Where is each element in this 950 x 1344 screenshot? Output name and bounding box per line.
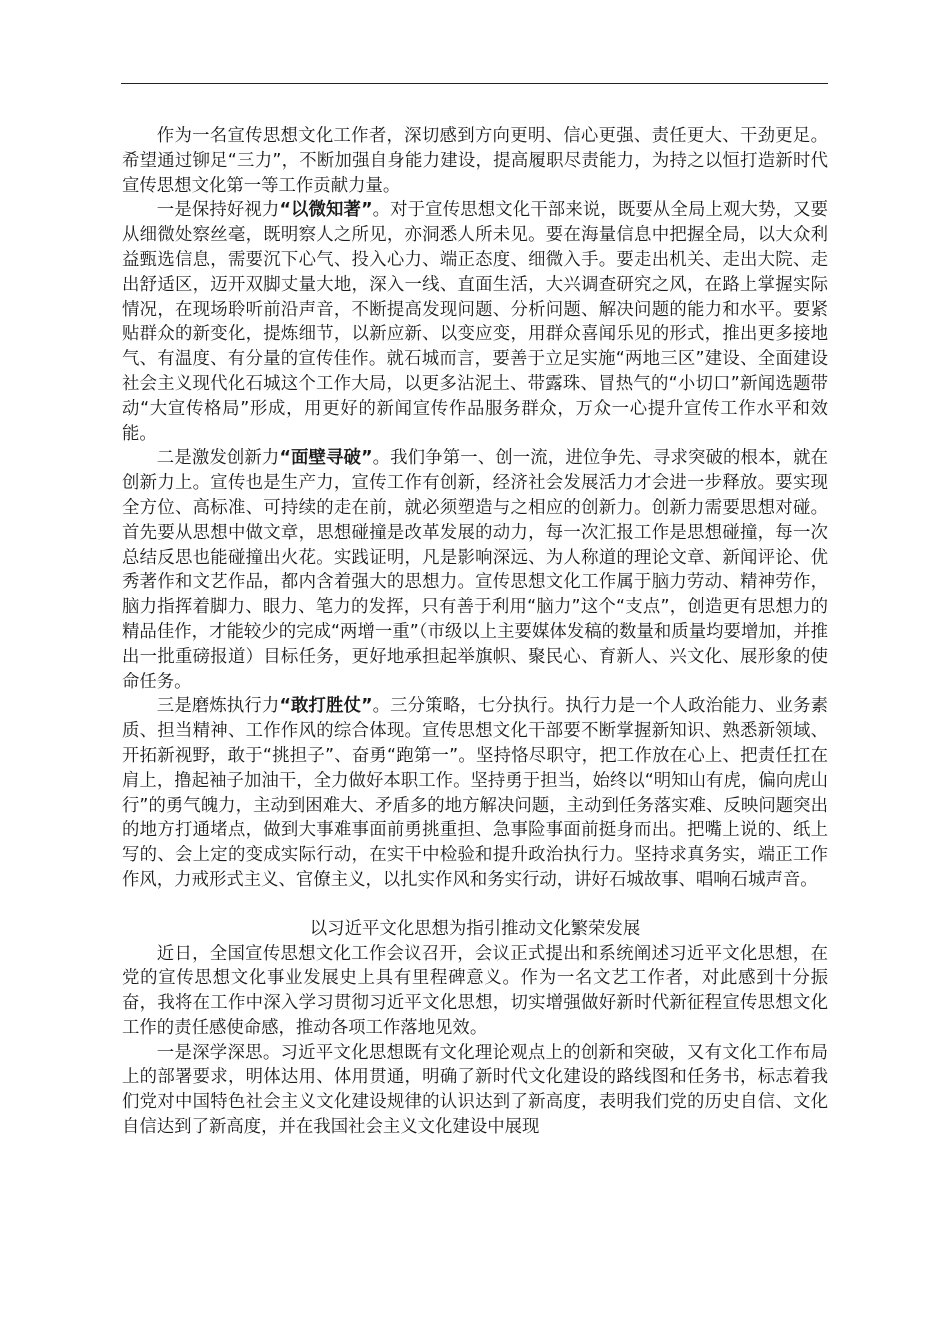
point1-lead: 一是保持好视力	[156, 200, 280, 221]
point1-body: 。对于宣传思想文化干部来说，既要从全局上观大势，又要从细微处察丝毫，既明察人之所见，亦洞悉人所未见。要在海量信息中把握全局，以大众利益甄选信息，需要沉下心气、投入心力、端正态度、细微入手。要走出机关、走出大院、走出舒适区，迈开双脚丈量大地，深入一线、直面生活，大兴调查研究之风，在路上掌握实际情况，在现场聆听前沿声音，不断提高发现问题、分析问题、解决问题的能力和水平。要紧贴群众的新变化，提炼细节，以新应新、以变应变，用群众喜闻乐见的形式，推出更多接地气、有温度、有分量的宣传佳作。就石城而言，要善于立足实施“两地三区”建设、全面建设社会主义现代化石城这个工作大局，以更多沾泥土、带露珠、冒热气的“小切口”新闻选题带动“大宣传格局”形成，用更好的新闻宣传作品服务群众，万众一心提升宣传工作水平和效能。	[122, 200, 828, 444]
section1-point2-paragraph	[122, 446, 828, 694]
section2-point1-paragraph: 一是深学深思。习近平文化思想既有文化理论观点上的创新和突破，又有文化工作布局上的部署要求，明体达用、体用贯通，明确了新时代文化建设的路线图和任务书，标志着我们党对中国特色社会主义文化建设规律的认识达到了新高度，表明我们党的历史自信、文化自信达到了新高度，并在我国社会主义文化建设中展现	[122, 1042, 828, 1138]
section2-intro-paragraph: 近日，全国宣传思想文化工作会议召开，会议正式提出和系统阐述习近平文化思想，在党的宣传思想文化事业发展史上具有里程碑意义。作为一名文艺工作者，对此感到十分振奋，我将在工作中深入学习贯彻习近平文化思想，切实增强做好新时代新征程宣传思想文化工作的责任感使命感，推动各项工作落地见效。	[122, 943, 828, 1038]
point2-title: “面壁寻破”	[279, 448, 373, 469]
section1-point1-paragraph	[122, 198, 828, 446]
document-body	[122, 124, 828, 1140]
section1-intro-paragraph: 作为一名宣传思想文化工作者，深切感到方向更明、信心更强、责任更大、干劲更足。希望通过铆足“三力”，不断加强自身能力建设，提高履职尽责能力，为持之以恒打造新时代宣传思想文化第一等工作贡献力量。	[122, 126, 828, 196]
point3-body: 。三分策略，七分执行。执行力是一个人政治能力、业务素质、担当精神、工作作风的综合体现。宣传思想文化干部要不断掌握新知识、熟悉新领域、开拓新视野，敢于“挑担子”、奋勇“跑第一”。坚持恪尽职守，把工作放在心上、把责任扛在肩上，撸起袖子加油干，全力做好本职工作。坚持勇于担当，始终以“明知山有虎，偏向虎山行”的勇气魄力，主动到困难大、矛盾多的地方解决问题，主动到任务落实难、反映问题突出的地方打通堵点，做到大事难事面前勇挑重担、急事险事面前挺身而出。把嘴上说的、纸上写的、会上定的变成实际行动，在实干中检验和提升政治执行力。坚持求真务实，端正工作作风，力戒形式主义、官僚主义，以扎实作风和务实行动，讲好石城故事、唱响石城声音。	[122, 696, 828, 890]
point2-lead: 二是激发创新力	[156, 448, 280, 469]
point3-lead: 三是磨炼执行力	[156, 696, 280, 717]
header-rule	[121, 83, 828, 84]
section2-heading: 以习近平文化思想为指引推动文化繁荣发展	[309, 918, 641, 939]
point2-body: 。我们争第一、创一流，进位争先、寻求突破的根本，就在创新力上。宣传也是生产力，宣传工作有创新，经济社会发展活力才会进一步释放。要实现全方位、高标准、可持续的走在前，就必须塑造与之相应的创新力。创新力需要思想对碰。首先要从思想中做文章，思想碰撞是改革发展的动力，每一次汇报工作是思想碰撞，每一次总结反思也能碰撞出火花。实践证明，凡是影响深远、为人称道的理论文章、新闻评论、优秀著作和文艺作品，都内含着强大的思想力。宣传思想文化工作属于脑力劳动、精神劳作，脑力指挥着脚力、眼力、笔力的发挥，只有善于利用“脑力”这个“支点”，创造更有思想力的精品佳作，才能较少的完成“两增一重”（市级以上主要媒体发稿的数量和质量均要增加，并推出一批重磅报道）目标任务，更好地承担起举旗帜、聚民心、育新人、兴文化、展形象的使命任务。	[122, 448, 828, 692]
point3-title: “敢打胜仗”	[279, 696, 373, 717]
point1-title: “以微知著”	[279, 200, 373, 221]
section1-point3-paragraph	[122, 694, 828, 892]
